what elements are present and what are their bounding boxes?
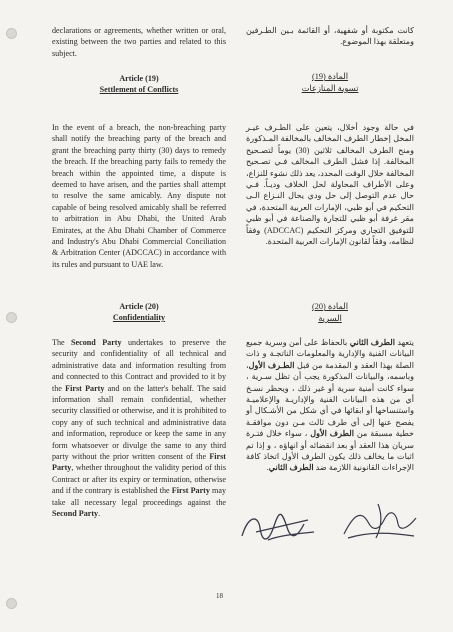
- signature-left: [238, 506, 318, 548]
- party-name: First Party: [171, 486, 210, 496]
- article-20-heading-ar: [246, 301, 414, 325]
- party-name: الطرف الثاني: [268, 463, 314, 473]
- party-name: Second Party: [52, 509, 99, 519]
- article-19-title-ar: المادة (19): [311, 72, 349, 81]
- article-20-body-en: [52, 337, 226, 520]
- article-19-heading-ar: [246, 71, 414, 95]
- text-run: The: [52, 338, 72, 347]
- top-paragraph-en: declarations or agreements, whether written or oral, existing between the two parties and related to this subject.: [52, 26, 226, 58]
- text-run: and on the latter's behalf. The said information shall remain confidential, whether security classified or otherwise, and it is prohibited to copy any of such technical and administrative data and information, reproduce or keep the same in any form whatsoever or divulge the same to any third party without the prior written consent of the: [52, 383, 226, 462]
- party-name: الطرف الثاني: [349, 338, 395, 347]
- article-20-subtitle-ar: السرية: [318, 314, 342, 323]
- article-19-heading-en: [52, 73, 226, 95]
- article-19-title-en: Article (19): [119, 74, 159, 83]
- text-run: .: [266, 463, 269, 473]
- signature-right: [338, 498, 420, 544]
- party-name: First Party: [65, 383, 105, 393]
- party-name: First Party: [52, 452, 226, 473]
- article-19-subtitle-en: Settlement of Conflicts: [99, 85, 179, 94]
- party-name: الطرف الأول: [310, 429, 354, 439]
- party-name: الطـرف الأول: [248, 360, 295, 370]
- article-20-title-ar: المادة (20): [311, 302, 349, 311]
- text-run: يتعهد: [395, 338, 414, 347]
- article-19-body-ar: في حالة وجود أخلال، يتعين على الطـرف غيـر المخل إخطار الطرف المخالف بالمخالفة المـذكورة ومنح الطرف المخالف ثلاثين (30) يوماً لتصـحيح المخالفة. إذا فشل الطرف المخالف فـي تصـحيح المخالفة خلال الوقت المحدد، يعد ذلك نشوء للنزاع، وعلى الأطراف المحاولة لحل الخلاف وديـاً. فـي حال عدم التوصل إلى حل ودي يحال النـزاع الـى التحكيم في أبو ظبي، الإمارات العربية المتحدة، في مقر غرفة أبو ظبي للتجارة والصناعة في أبو ظبي للتوفيق التجاري ومركز التحكيم (ADCCAC) وفقاً لنظامه، وفقاً لقانون الإمارات العربية المتحدة.: [246, 123, 415, 247]
- article-20-subtitle-en: Confidentiality: [112, 313, 166, 322]
- party-name: Second Party: [71, 338, 122, 347]
- punch-hole-top: [6, 28, 17, 39]
- text-run: ، وباسمه، والبيانات المذكورة يجب أن تظل سـرية ، سواء كانت أمنية سرية أو غير ذلك ، ويحظر نسـخ أي من هذه البيانات الفنية والإداريـة والإعلاميـة واستنساخها أو ابقائها في أي شكل من الأشـكال أو يفصح عنها إلى أي طرف ثالث مـن دون موافقـة خطية مسبقة من: [246, 360, 414, 439]
- text-run: .: [98, 509, 101, 519]
- text-run: may take all necessary legal proceedings against the: [52, 486, 226, 507]
- punch-hole-bottom: [6, 598, 17, 609]
- article-20-heading-en: [52, 301, 226, 323]
- article-19-body-en: In the event of a breach, the non-breaching party shall notify the breaching party of the breach and grant the breaching party thirty (30) days to remedy the breach. If the breaching party fails to remedy the breach within the appointed time, a dispute is deemed to have arisen, and the parties shall attempt to resolve the same amicably. Any dispute not capable of being resolved amicably shall be referred to arbitration in Abu Dhabi, the United Arab Emirates, at the Abu Dhabi Chamber of Commerce and Industry's Abu Dhabi Commercial Conciliation & Arbitration Center (ADCCAC) in accordance with its rules and pursuant to UAE law.: [52, 123, 226, 269]
- punch-hole-middle: [6, 312, 17, 323]
- article-19-subtitle-ar: تسوية المنازعات: [301, 84, 359, 93]
- text-run: , whether throughout the validity period of this Contract or after its expiry or termination, otherwise and if the contrary is established the: [52, 463, 226, 496]
- text-run: ، سواء خلال فتـرة سريان هذا العقد أو بعد انقضائه أو انهاؤه ، و إذا تم اثبات ما يخالف ذلك يكون الطرف الأول اتخاذ كافة الإجراءات القانونية اللازمة ضد: [246, 429, 414, 473]
- page-number: 18: [216, 592, 223, 600]
- article-20-body-ar: [246, 337, 414, 474]
- top-paragraph-ar: كانت مكتوبة أو شفهية، أو القائمة بـين الطـرفين ومتعلقة بهذا الموضوع.: [246, 26, 414, 47]
- article-20-title-en: Article (20): [119, 302, 159, 311]
- text-run: بالحفاظ على أمن وسرية جميع البيانات الفنية والإدارية والمعلومات الناتجـة و ذات الصلة بهذا العقد و المقدمة من قبل: [246, 338, 414, 370]
- text-run: undertakes to preserve the security and confidentiality of all technical and administrative data and information resulting from and connected to this Contract and provided to it by the: [52, 338, 226, 393]
